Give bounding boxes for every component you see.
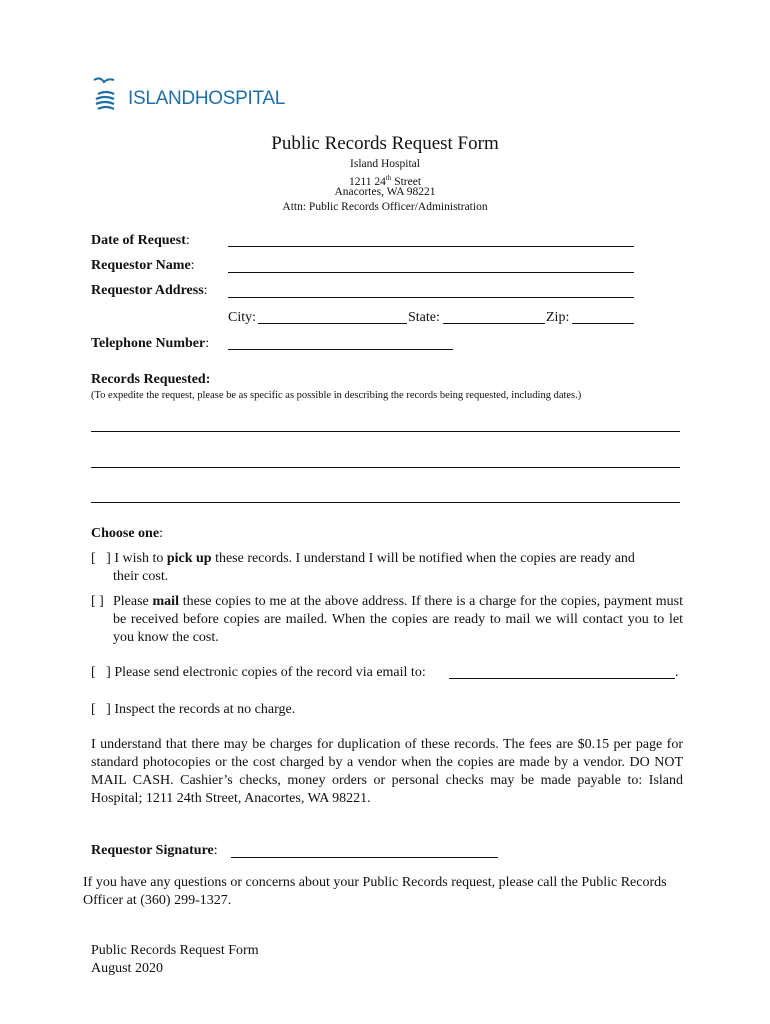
option-email[interactable]: [ ] Please send electronic copies of the record via email to: [91,665,426,680]
org-city: Anacortes, WA 98221 [334,186,436,198]
choose-label: Choose one: [91,526,163,541]
date-field[interactable] [228,246,634,247]
street-pre: 1211 24 [348,175,386,188]
signature-label: Requestor Signature: [91,843,218,858]
name-label: Requestor Name: [91,258,195,273]
signature-field[interactable] [231,857,498,858]
seagull-logo-icon [92,74,128,114]
page-title: Public Records Request Form [271,133,499,154]
option-inspect-checkbox[interactable]: [ ] [91,702,111,717]
date-label: Date of Request: [91,233,190,248]
state-label: State: [408,310,440,325]
option-pickup-checkbox[interactable]: [ ] [91,551,111,566]
phone-field[interactable] [228,349,453,350]
logo-part1: ISLAND [128,88,195,109]
attn-line: Attn: Public Records Officer/Administration [282,201,488,213]
state-field[interactable] [443,323,545,324]
name-field[interactable] [228,272,634,273]
city-label: City: [228,310,257,325]
email-period: . [675,665,679,680]
records-line-2[interactable] [91,467,680,468]
option-email-checkbox[interactable]: [ ] [91,665,111,680]
records-line-1[interactable] [91,431,680,432]
option-mail[interactable]: Please mail these copies to me at the above address. If there is a charge for the copies, payment must be received before copies are mailed. When the copies are ready to mail we will contact you to let you know the cost. [113,594,684,645]
option-inspect[interactable]: [ ] Inspect the records at no charge. [91,702,296,717]
option-pickup[interactable]: [ ] I wish to pick up these records. I understand I will be notified when the copies are ready and [91,551,635,566]
footer-date: August 2020 [91,961,163,976]
org-name: Island Hospital [350,158,420,170]
contact-text: If you have any questions or concerns about your Public Records request, please call the Public Records Officer at (360) 299-1327. [83,875,667,908]
fee-notice: I understand that there may be charges for duplication of these records. The fees are $0.15 per page for standard photocopies or the cost charged by a vendor when the copies are made by a vendor. DO NOT MAIL CASH. Cashier’s checks, money orders or personal checks may be made payable to: Island Hospital; 1211 24th Street, Anacortes, WA 98221. [91,737,683,806]
phone-label: Telephone Number: [91,336,210,351]
records-label: Records Requested: [91,372,211,387]
records-hint: (To expedite the request, please be as specific as possible in describing the records being requested, including dates.) [91,390,582,401]
street-post: Street [391,175,422,188]
zip-label: Zip: [546,310,570,325]
option-pickup-line2: their cost. [113,569,169,584]
option-mail-checkbox[interactable]: [ ] [91,594,104,609]
email-field[interactable] [449,678,675,679]
street-sup: th [385,174,392,182]
address-field[interactable] [228,297,634,298]
logo-part2: HOSPITAL [194,88,286,109]
city-field[interactable] [258,323,407,324]
logo-wordmark [128,88,285,110]
footer-title: Public Records Request Form [91,943,259,958]
zip-field[interactable] [572,323,634,324]
records-line-3[interactable] [91,502,680,503]
address-label: Requestor Address: [91,283,208,298]
